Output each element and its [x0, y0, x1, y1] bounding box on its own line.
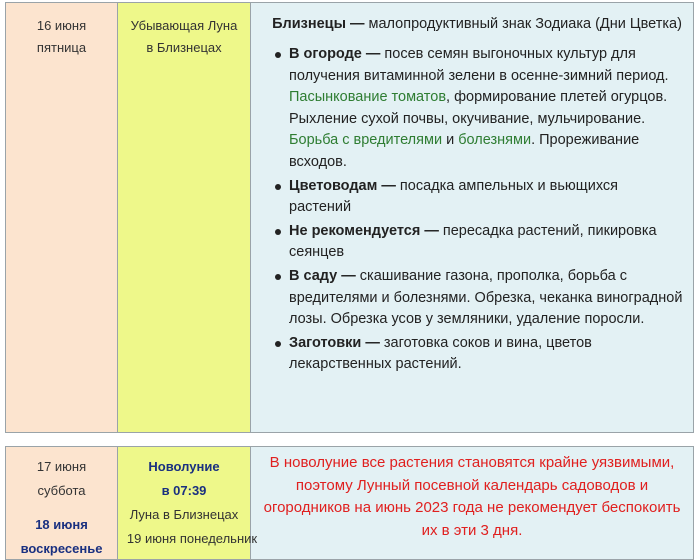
- item-text: скашивание газона, прополка, борьба с вредителями и болезнями. Обрезка, чеканка виноградной лозы. Обрезка усов у земляники, удаление поросли.: [289, 267, 683, 328]
- list-item-not-recommended: [275, 221, 683, 264]
- item-title: Цветоводам —: [289, 177, 396, 194]
- moon-phase-label: Убывающая Луна: [130, 18, 238, 33]
- link-tomato-pinching[interactable]: Пасынкование томатов: [289, 89, 447, 106]
- calendar-row-june-17: [5, 446, 694, 560]
- list-item-flowers: [275, 176, 683, 219]
- weekday-label: суббота: [37, 483, 86, 498]
- date-label-2: 18 июня: [35, 517, 88, 532]
- item-title: В саду —: [289, 267, 356, 284]
- link-pest-control[interactable]: Борьба с вредителями: [289, 132, 443, 149]
- extra-date-label: 19 июня понедельник: [126, 531, 258, 546]
- zodiac-sign-name: Близнецы —: [272, 16, 365, 32]
- moon-cell: [118, 447, 258, 559]
- description-cell: [251, 3, 693, 432]
- zodiac-sign-desc: малопродуктивный знак Зодиака (Дни Цветка): [364, 16, 682, 32]
- item-text: посадка ампельных и вьющихся растений: [289, 177, 619, 216]
- item-text: . Прореживание всходов.: [289, 132, 640, 170]
- item-title: Заготовки —: [289, 334, 380, 351]
- weekday-label: пятница: [36, 40, 87, 55]
- item-text: , формирование плетей огурцов. Рыхление сухой почвы, окучивание, мульчирование.: [289, 89, 668, 127]
- link-diseases[interactable]: болезнями: [458, 132, 532, 149]
- date-label: 16 июня: [36, 18, 87, 33]
- date-cell: [6, 447, 118, 559]
- date-label: 17 июня: [36, 459, 87, 474]
- moon-sign-label: Луна в Близнецах: [129, 507, 239, 522]
- date-cell: [6, 3, 118, 432]
- zodiac-sign-heading: [271, 14, 683, 35]
- new-moon-warning: В новолуние все растения становятся крайне уязвимыми, поэтому Лунный посевной календарь садоводов и огородников на июнь 2023 года не рекомендует беспокоить их в эти 3 дня.: [263, 454, 681, 539]
- description-cell: [251, 447, 693, 559]
- list-item-orchard: [275, 266, 683, 331]
- new-moon-label: Новолуние: [148, 459, 220, 474]
- list-item-preserves: [275, 333, 683, 376]
- item-text: посев семян выгоночных культур для получения витаминной зелени в осенне-зимний период.: [289, 46, 669, 84]
- item-title: В огороде —: [289, 46, 381, 62]
- new-moon-time: в 07:39: [161, 483, 207, 498]
- calendar-row-june-16: [5, 2, 694, 433]
- list-item-garden: [275, 44, 683, 174]
- weekday-label-2: воскресенье: [20, 541, 103, 556]
- recommendations-list: [271, 44, 683, 376]
- moon-cell: [118, 3, 251, 432]
- item-text: заготовка соков и вина, цветов лекарственных растений.: [289, 334, 592, 373]
- moon-sign-label: в Близнецах: [146, 40, 222, 55]
- item-title: Не рекомендуется —: [289, 222, 439, 239]
- item-text: пересадка растений, пикировка сеянцев: [289, 222, 657, 261]
- item-text: и: [442, 132, 459, 149]
